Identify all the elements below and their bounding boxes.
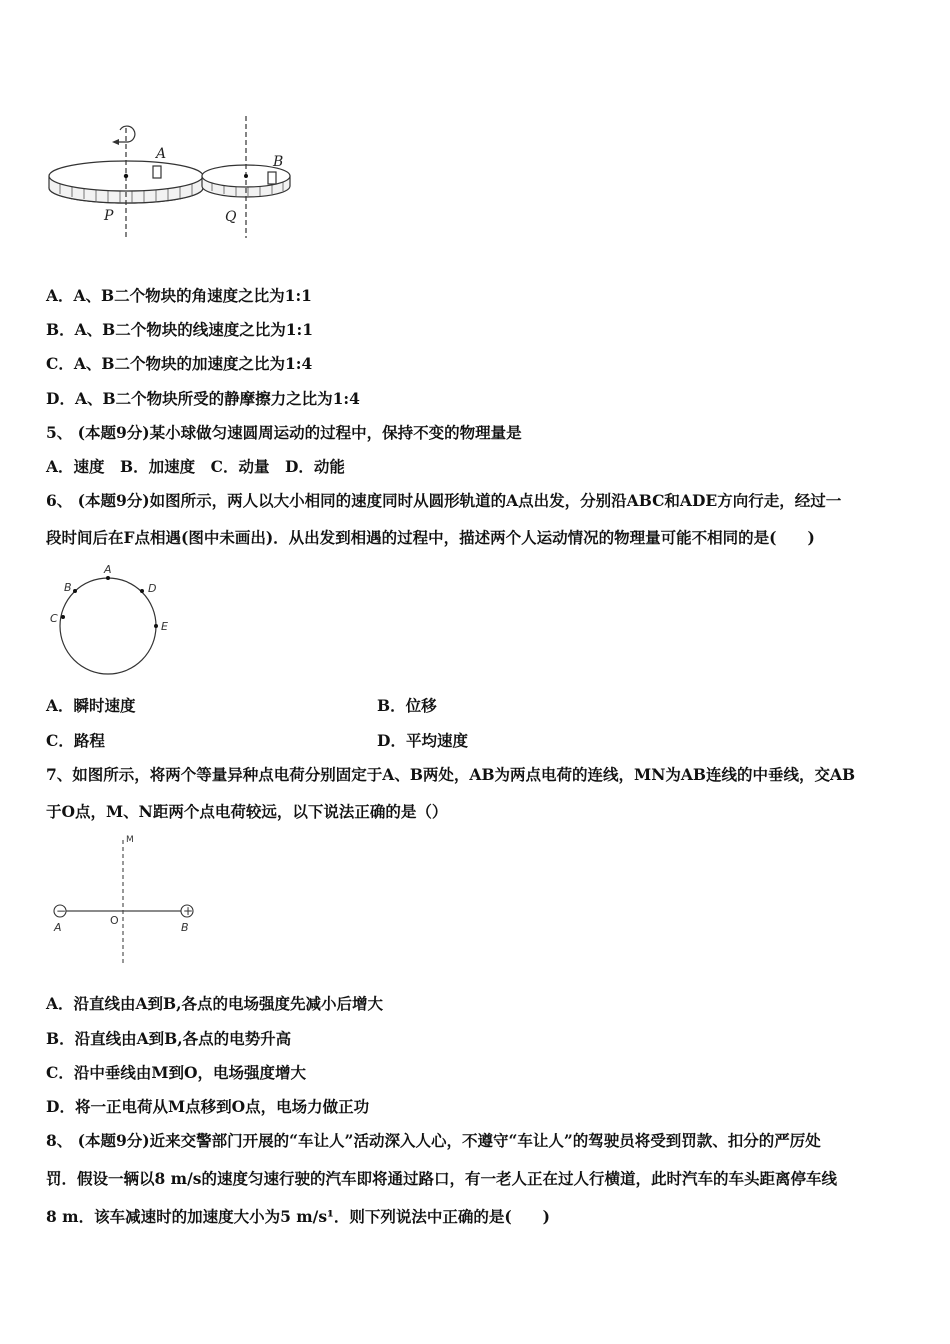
q4-option-d: D．A、B二个物块所受的静摩擦力之比为1:4 bbox=[46, 389, 360, 408]
label-a: A bbox=[156, 146, 167, 162]
figure-circular-track bbox=[40, 560, 180, 680]
q8-stem-line3: 8 m．该车减速时的加速度大小为5 m/s¹．则下列说法中正确的是( ) bbox=[46, 1207, 551, 1226]
label-c: C bbox=[50, 612, 58, 625]
figure-point-charges bbox=[46, 830, 206, 970]
label-b: B bbox=[181, 921, 189, 934]
q4-option-c: C．A、B二个物块的加速度之比为1:4 bbox=[46, 354, 313, 373]
q6-stem-line2: 段时间后在F点相遇(图中未画出)．从出发到相遇的过程中，描述两个人运动情况的物理量可能不相同的是( ) bbox=[46, 528, 815, 547]
q8-stem-line2: 罚．假设一辆以8 m/s的速度匀速行驶的汽车即将通过路口，有一老人正在过人行横道，此时汽车的车头距离停车线 bbox=[46, 1169, 837, 1188]
q6-option-d: D．平均速度 bbox=[377, 731, 468, 750]
block-a bbox=[153, 166, 161, 178]
label-p: P bbox=[104, 208, 114, 224]
q6-stem-line1: 6、 (本题9分)如图所示，两人以大小相同的速度同时从圆形轨道的A点出发，分别沿ABC和ADE方向行走，经过一 bbox=[46, 491, 842, 510]
q6-option-b: B．位移 bbox=[377, 696, 437, 715]
label-b: B bbox=[273, 154, 284, 170]
label-q: Q bbox=[225, 209, 237, 225]
figure-rotating-discs bbox=[40, 108, 310, 248]
q6-option-c: C．路程 bbox=[46, 731, 105, 750]
q5-options: A．速度 B．加速度 C．动量 D．动能 bbox=[46, 457, 345, 476]
charge-a-sign: − bbox=[56, 904, 67, 918]
q7-option-c: C．沿中垂线由M到O，电场强度增大 bbox=[46, 1063, 306, 1082]
q7-stem-line1: 7、如图所示，将两个等量异种点电荷分别固定于A、B两处，AB为两点电荷的连线，MN为AB连线的中垂线，交AB bbox=[46, 765, 856, 784]
q8-stem-line1: 8、 (本题9分)近来交警部门开展的“车让人”活动深入人心，不遵守“车让人”的驾驶员将受到罚款、扣分的严厉处 bbox=[46, 1131, 821, 1150]
q7-option-a: A．沿直线由A到B,各点的电场强度先减小后增大 bbox=[46, 994, 384, 1013]
block-b bbox=[268, 172, 276, 184]
label-m: M bbox=[126, 835, 134, 845]
label-a: A bbox=[54, 921, 62, 934]
q7-stem-line2: 于O点，M、N距两个点电荷较远，以下说法正确的是（） bbox=[46, 802, 448, 821]
label-b: B bbox=[64, 581, 72, 594]
q5-stem: 5、 (本题9分)某小球做匀速圆周运动的过程中，保持不变的物理量是 bbox=[46, 423, 522, 442]
q6-option-a: A．瞬时速度 bbox=[46, 696, 136, 715]
charge-b-sign: + bbox=[183, 904, 194, 918]
q4-option-a: A．A、B二个物块的角速度之比为1:1 bbox=[46, 286, 312, 305]
label-o: O bbox=[110, 914, 119, 927]
label-e: E bbox=[161, 620, 168, 633]
label-d: D bbox=[148, 582, 157, 595]
label-a: A bbox=[104, 563, 112, 576]
q4-option-b: B．A、B二个物块的线速度之比为1:1 bbox=[46, 320, 314, 339]
q7-option-b: B．沿直线由A到B,各点的电势升高 bbox=[46, 1029, 292, 1048]
q7-option-d: D．将一正电荷从M点移到O点，电场力做正功 bbox=[46, 1097, 370, 1116]
